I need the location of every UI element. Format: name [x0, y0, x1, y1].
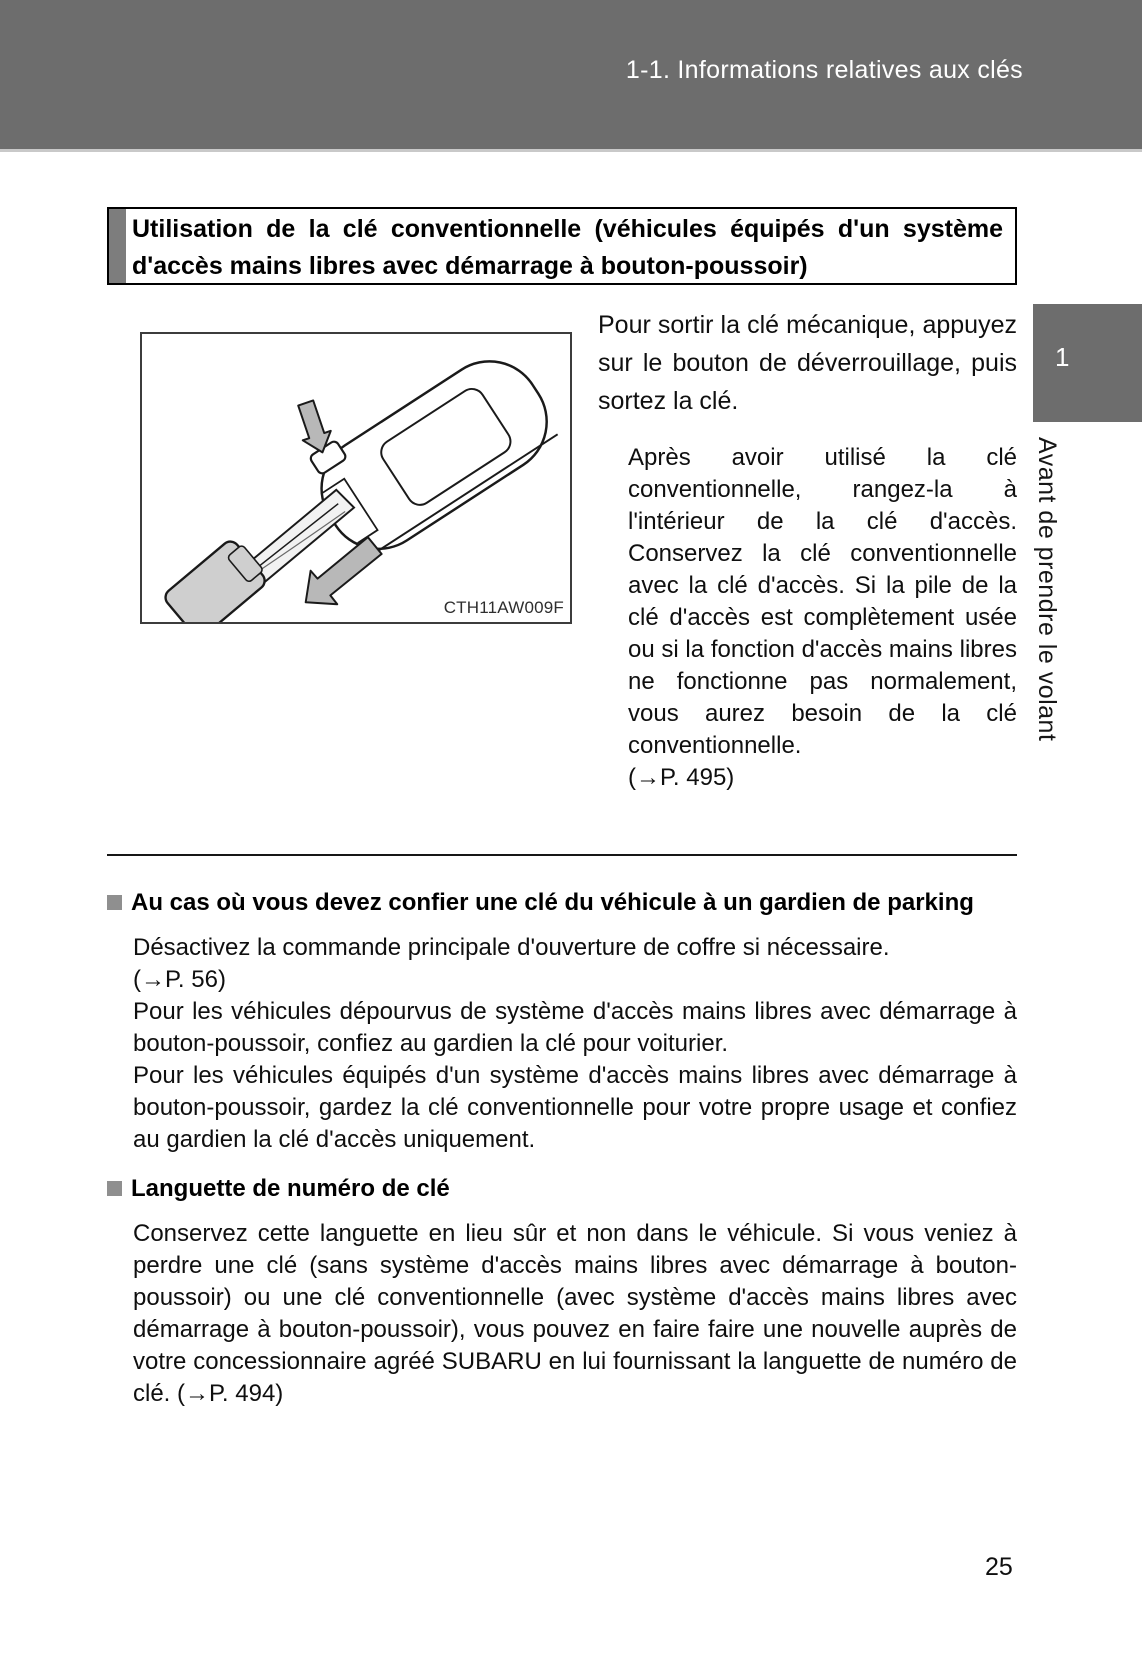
- title-accent-bar: [109, 209, 126, 283]
- chapter-number: 1: [1055, 342, 1070, 372]
- intro-column: [598, 306, 1017, 794]
- section-heading-text: Languette de numéro de clé: [131, 1175, 450, 1202]
- intro-detail-paragraph: Après avoir utilisé la clé conventionnelle, rangez-la à l'intérieur de la clé d'accès. Conservez la clé conventionnelle avec la clé d'accès. Si la pile de la clé d'accès est complètement usée ou si la fonction d'accès mains libres ne fonctionne pas normalement, vous aurez besoin de la clé conventionnelle.: [628, 444, 1017, 759]
- section-heading-key-tag: [107, 1172, 1017, 1206]
- body-paragraph: Pour les véhicules équipés d'un système d'accès mains libres avec démarrage à bouton-poussoir, gardez la clé conventionnelle pour votre propre usage et confiez au gardien la clé d'accès uniquement.: [133, 1062, 1017, 1153]
- notes-sections: [107, 886, 1017, 1410]
- body-paragraph: Pour les véhicules dépourvus de système d'accès mains libres avec démarrage à bouton-poussoir, confiez au gardien la clé pour voiturier.: [133, 998, 1017, 1057]
- square-bullet-icon: [107, 1181, 122, 1196]
- page-header-band: [0, 0, 1142, 152]
- pull-arrow-icon: [306, 537, 382, 604]
- section-body-key-tag: [133, 1218, 1017, 1410]
- intro-main-paragraph: Pour sortir la clé mécanique, appuyez sur le bouton de déverrouillage, puis sortez la clé.: [598, 311, 1017, 415]
- section-divider: [107, 854, 1017, 856]
- page-title: Utilisation de la clé conventionnelle (véhicules équipés d'un système d'accès mains libres avec démarrage à bouton-poussoir): [132, 215, 1003, 280]
- square-bullet-icon: [107, 895, 122, 910]
- key-illustration-figure: [140, 332, 572, 624]
- press-arrow-icon: [298, 400, 331, 452]
- body-paragraph: Conservez cette languette en lieu sûr et non dans le véhicule. Si vous veniez à perdre une clé (sans système d'accès mains libres avec démarrage à bouton-poussoir) ou une clé conventionnelle (avec système d'accès mains libres avec démarrage à bouton-poussoir), vous pouvez en faire faire une nouvelle auprès de votre concessionnaire agréé SUBARU en lui fournissant la languette de numéro de clé. (→P. 494): [133, 1220, 1017, 1407]
- page-reference: (→P. 56): [133, 966, 226, 993]
- intro-page-reference: (→P. 495): [628, 764, 735, 791]
- breadcrumb: 1-1. Informations relatives aux clés: [625, 56, 1023, 84]
- chapter-tab: [1033, 304, 1142, 422]
- body-paragraph: Désactivez la commande principale d'ouverture de coffre si nécessaire.: [133, 934, 890, 961]
- chapter-vertical-label: Avant de prendre le volant: [1033, 437, 1061, 742]
- section-heading-text: Au cas où vous devez confier une clé du véhicule à un gardien de parking: [131, 889, 974, 916]
- key-removal-illustration: [142, 334, 570, 622]
- section-body-valet: [133, 932, 1017, 1156]
- figure-code-label: CTH11AW009F: [443, 598, 564, 617]
- smart-key-fob: [297, 334, 567, 568]
- page-number: 25: [985, 1553, 1013, 1581]
- section-title-box: [107, 207, 1017, 285]
- section-heading-valet: [107, 886, 1017, 920]
- intro-indented-block: [628, 442, 1017, 794]
